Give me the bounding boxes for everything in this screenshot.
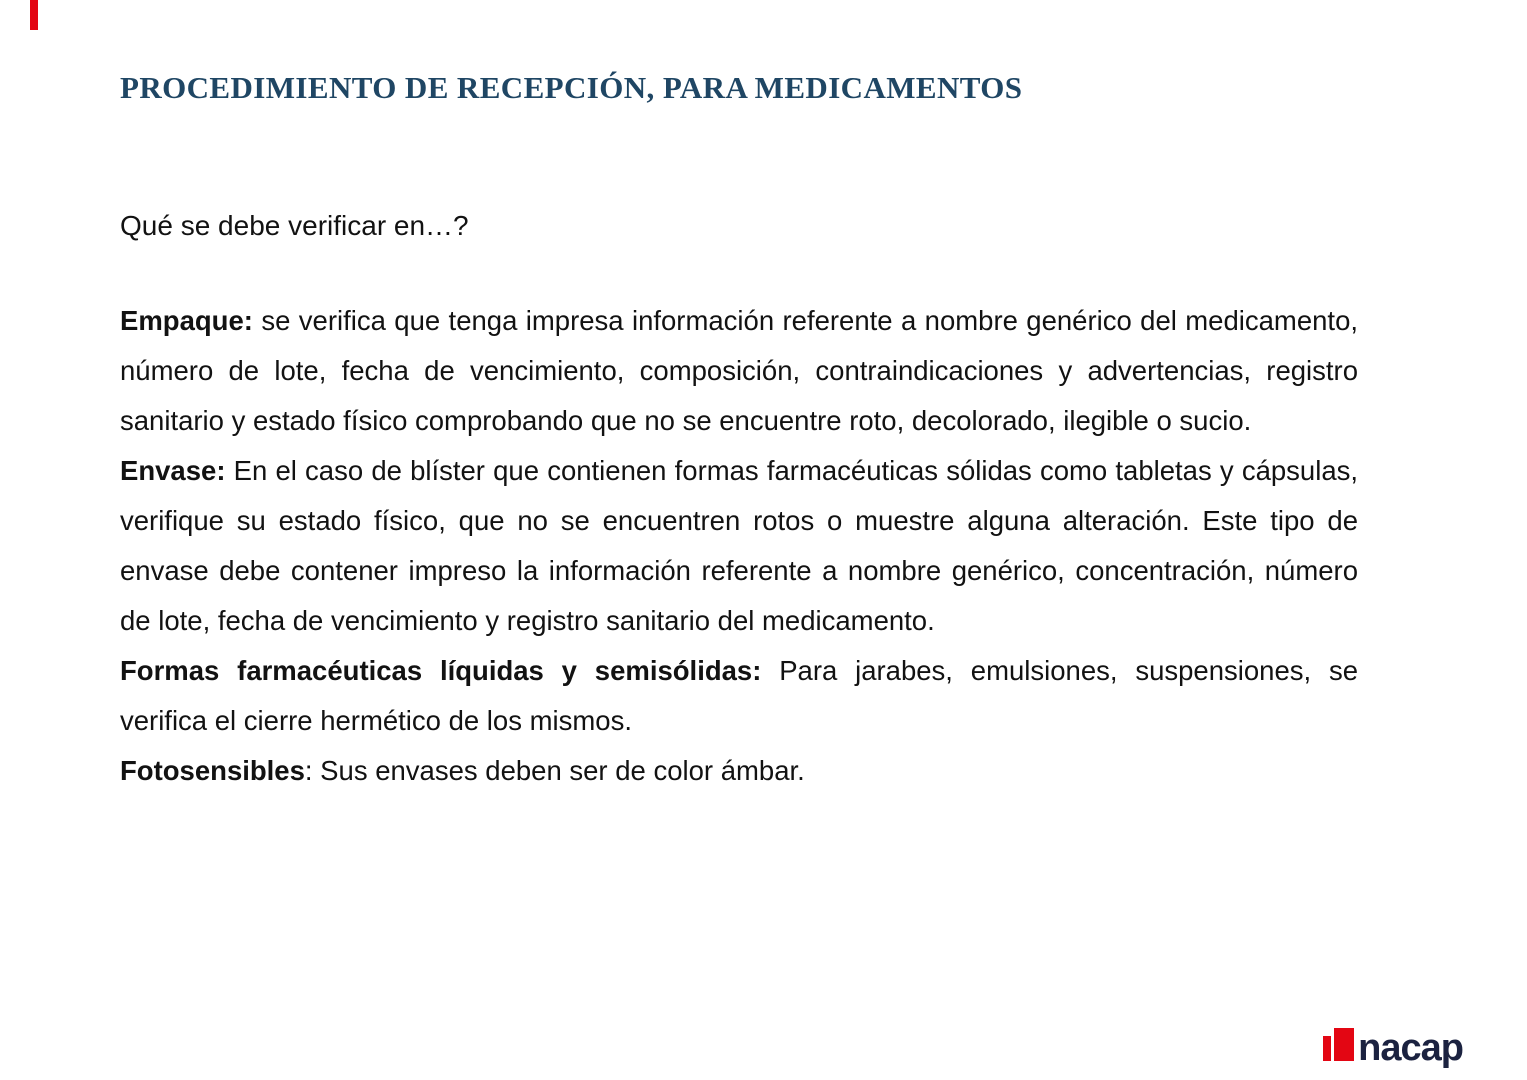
paragraph-lead-empaque: Empaque: [120,305,253,336]
intro-question: Qué se debe verificar en…? [120,210,469,241]
paragraph-lead-formas-liquidas: Formas farmacéuticas líquidas y semisólidas: [120,655,762,686]
paragraph-envase [120,446,1358,646]
inacap-logo-icon-thin-bar [1323,1036,1331,1061]
paragraph-body-formas-liquidas: Para jarabes, emulsiones, suspensiones, se verifica el cierre hermético de los mismos. [120,655,1359,736]
page-title: PROCEDIMIENTO DE RECEPCIÓN, PARA MEDICAMENTOS [120,70,1023,105]
paragraph-fotosensibles [120,746,1358,796]
paragraph-lead-fotosensibles: Fotosensibles [120,755,305,786]
red-accent-bar [30,0,38,30]
paragraph-empaque [120,296,1358,446]
inacap-logo-icon-block [1334,1028,1354,1061]
paragraph-body-fotosensibles: : Sus envases deben ser de color ámbar. [304,755,805,786]
inacap-logo [1323,1026,1463,1069]
body-text [120,296,1358,796]
inacap-logo-icon [1323,1028,1354,1064]
paragraph-formas-liquidas [120,646,1358,746]
inacap-logo-text: nacap [1358,1026,1463,1069]
paragraph-body-envase: En el caso de blíster que contienen formas farmacéuticas sólidas como tabletas y cápsulas, verifique su estado físico, que no se encuentren rotos o muestre alguna alteración. Este tipo de envase debe contener impreso la información referente a nombre genérico, concentración, número de lote, fecha de vencimiento y registro sanitario del medicamento. [120,455,1358,636]
paragraph-lead-envase: Envase: [120,455,226,486]
paragraph-body-empaque: se verifica que tenga impresa información referente a nombre genérico del medicamento, número de lote, fecha de vencimiento, composición, contraindicaciones y advertencias, registro sanitario y estado físico comprobando que no se encuentre roto, decolorado, ilegible o sucio. [120,305,1358,436]
